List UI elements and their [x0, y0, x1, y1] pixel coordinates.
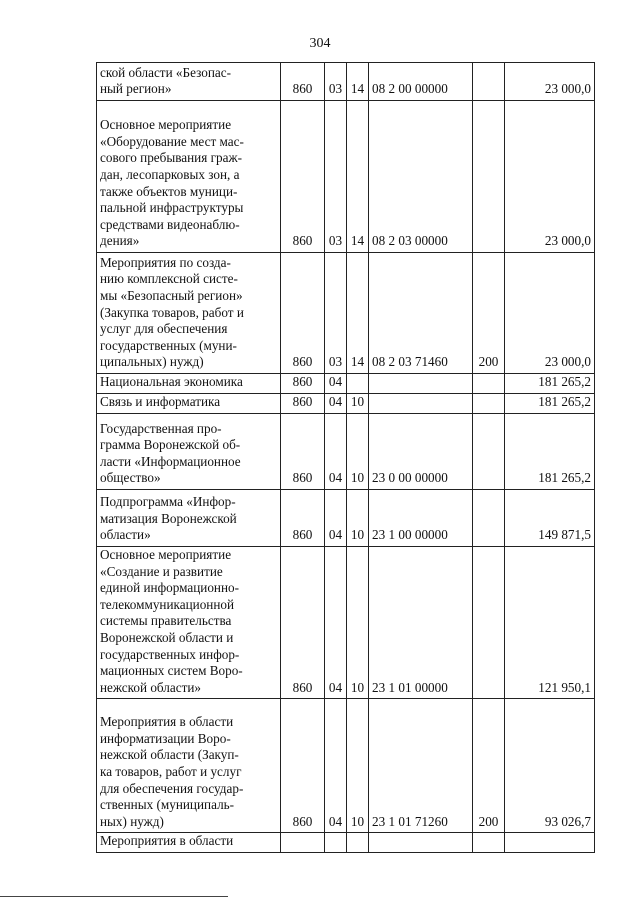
row-name: Национальная экономика — [97, 374, 281, 394]
table-row — [97, 699, 595, 833]
amount: 181 265,2 — [505, 374, 595, 394]
target-article-code: 23 1 00 00000 — [369, 490, 473, 547]
amount: 149 871,5 — [505, 490, 595, 547]
expense-type-code — [473, 374, 505, 394]
ved-code — [281, 833, 325, 853]
expense-type-code — [473, 414, 505, 490]
ved-code: 860 — [281, 414, 325, 490]
table-row — [97, 394, 595, 414]
row-name: Подпрограмма «Инфор- матизация Воронежской области» — [97, 490, 281, 547]
target-article-code: 23 0 00 00000 — [369, 414, 473, 490]
section-code: 03 — [325, 63, 347, 101]
footnote-rule — [0, 896, 228, 897]
subsection-code: 10 — [347, 490, 369, 547]
row-name: Основное мероприятие «Создание и развитие единой информационно- телекоммуникационной системы правительства Воронежской области и государственных инфор- мационных систем Воро- нежской области» — [97, 547, 281, 699]
table-row — [97, 253, 595, 374]
ved-code: 860 — [281, 547, 325, 699]
row-name: Связь и информатика — [97, 394, 281, 414]
target-article-code: 08 2 03 71460 — [369, 253, 473, 374]
expense-type-code: 200 — [473, 699, 505, 833]
amount: 121 950,1 — [505, 547, 595, 699]
subsection-code: 14 — [347, 253, 369, 374]
target-article-code — [369, 374, 473, 394]
row-name: Мероприятия по созда- нию комплексной систе- мы «Безопасный регион» (Закупка товаров, работ и услуг для обеспечения государственных (муни- ципальных) нужд) — [97, 253, 281, 374]
expense-type-code: 200 — [473, 253, 505, 374]
subsection-code — [347, 833, 369, 853]
section-code: 04 — [325, 374, 347, 394]
expense-type-code — [473, 833, 505, 853]
table-row — [97, 374, 595, 394]
row-name: Мероприятия в области — [97, 833, 281, 853]
table-row — [97, 63, 595, 101]
expense-type-code — [473, 394, 505, 414]
amount: 181 265,2 — [505, 414, 595, 490]
row-name: Мероприятия в области информатизации Воро- нежской области (Закуп- ка товаров, работ и услуг для обеспечения государ- ственных (муниципаль- ных) нужд) — [97, 699, 281, 833]
row-name: Государственная про- грамма Воронежской об- ласти «Информационное общество» — [97, 414, 281, 490]
table-row — [97, 490, 595, 547]
section-code: 03 — [325, 101, 347, 253]
target-article-code: 08 2 00 00000 — [369, 63, 473, 101]
budget-table-body — [97, 63, 595, 853]
amount — [505, 833, 595, 853]
subsection-code: 10 — [347, 394, 369, 414]
target-article-code: 08 2 03 00000 — [369, 101, 473, 253]
table-row — [97, 101, 595, 253]
target-article-code — [369, 394, 473, 414]
target-article-code — [369, 833, 473, 853]
ved-code: 860 — [281, 253, 325, 374]
subsection-code: 14 — [347, 63, 369, 101]
amount: 23 000,0 — [505, 101, 595, 253]
table-row — [97, 414, 595, 490]
expense-type-code — [473, 490, 505, 547]
ved-code: 860 — [281, 394, 325, 414]
section-code — [325, 833, 347, 853]
section-code: 04 — [325, 414, 347, 490]
table-row — [97, 833, 595, 853]
target-article-code: 23 1 01 71260 — [369, 699, 473, 833]
section-code: 04 — [325, 699, 347, 833]
section-code: 03 — [325, 253, 347, 374]
subsection-code: 10 — [347, 414, 369, 490]
amount: 181 265,2 — [505, 394, 595, 414]
subsection-code: 10 — [347, 699, 369, 833]
ved-code: 860 — [281, 374, 325, 394]
ved-code: 860 — [281, 63, 325, 101]
subsection-code: 14 — [347, 101, 369, 253]
ved-code: 860 — [281, 699, 325, 833]
subsection-code: 10 — [347, 547, 369, 699]
table-row — [97, 547, 595, 699]
amount: 23 000,0 — [505, 63, 595, 101]
budget-table — [96, 62, 595, 853]
page-number: 304 — [309, 36, 331, 51]
target-article-code: 23 1 01 00000 — [369, 547, 473, 699]
subsection-code — [347, 374, 369, 394]
row-name: ской области «Безопас- ный регион» — [97, 63, 281, 101]
section-code: 04 — [325, 394, 347, 414]
expense-type-code — [473, 547, 505, 699]
section-code: 04 — [325, 490, 347, 547]
ved-code: 860 — [281, 101, 325, 253]
amount: 23 000,0 — [505, 253, 595, 374]
section-code: 04 — [325, 547, 347, 699]
amount: 93 026,7 — [505, 699, 595, 833]
expense-type-code — [473, 63, 505, 101]
row-name: Основное мероприятие «Оборудование мест мас- сового пребывания граж- дан, лесопарковых зон, а также объектов муници- пальной инфраструктуры средствами видеонаблю- дения» — [97, 101, 281, 253]
ved-code: 860 — [281, 490, 325, 547]
expense-type-code — [473, 101, 505, 253]
